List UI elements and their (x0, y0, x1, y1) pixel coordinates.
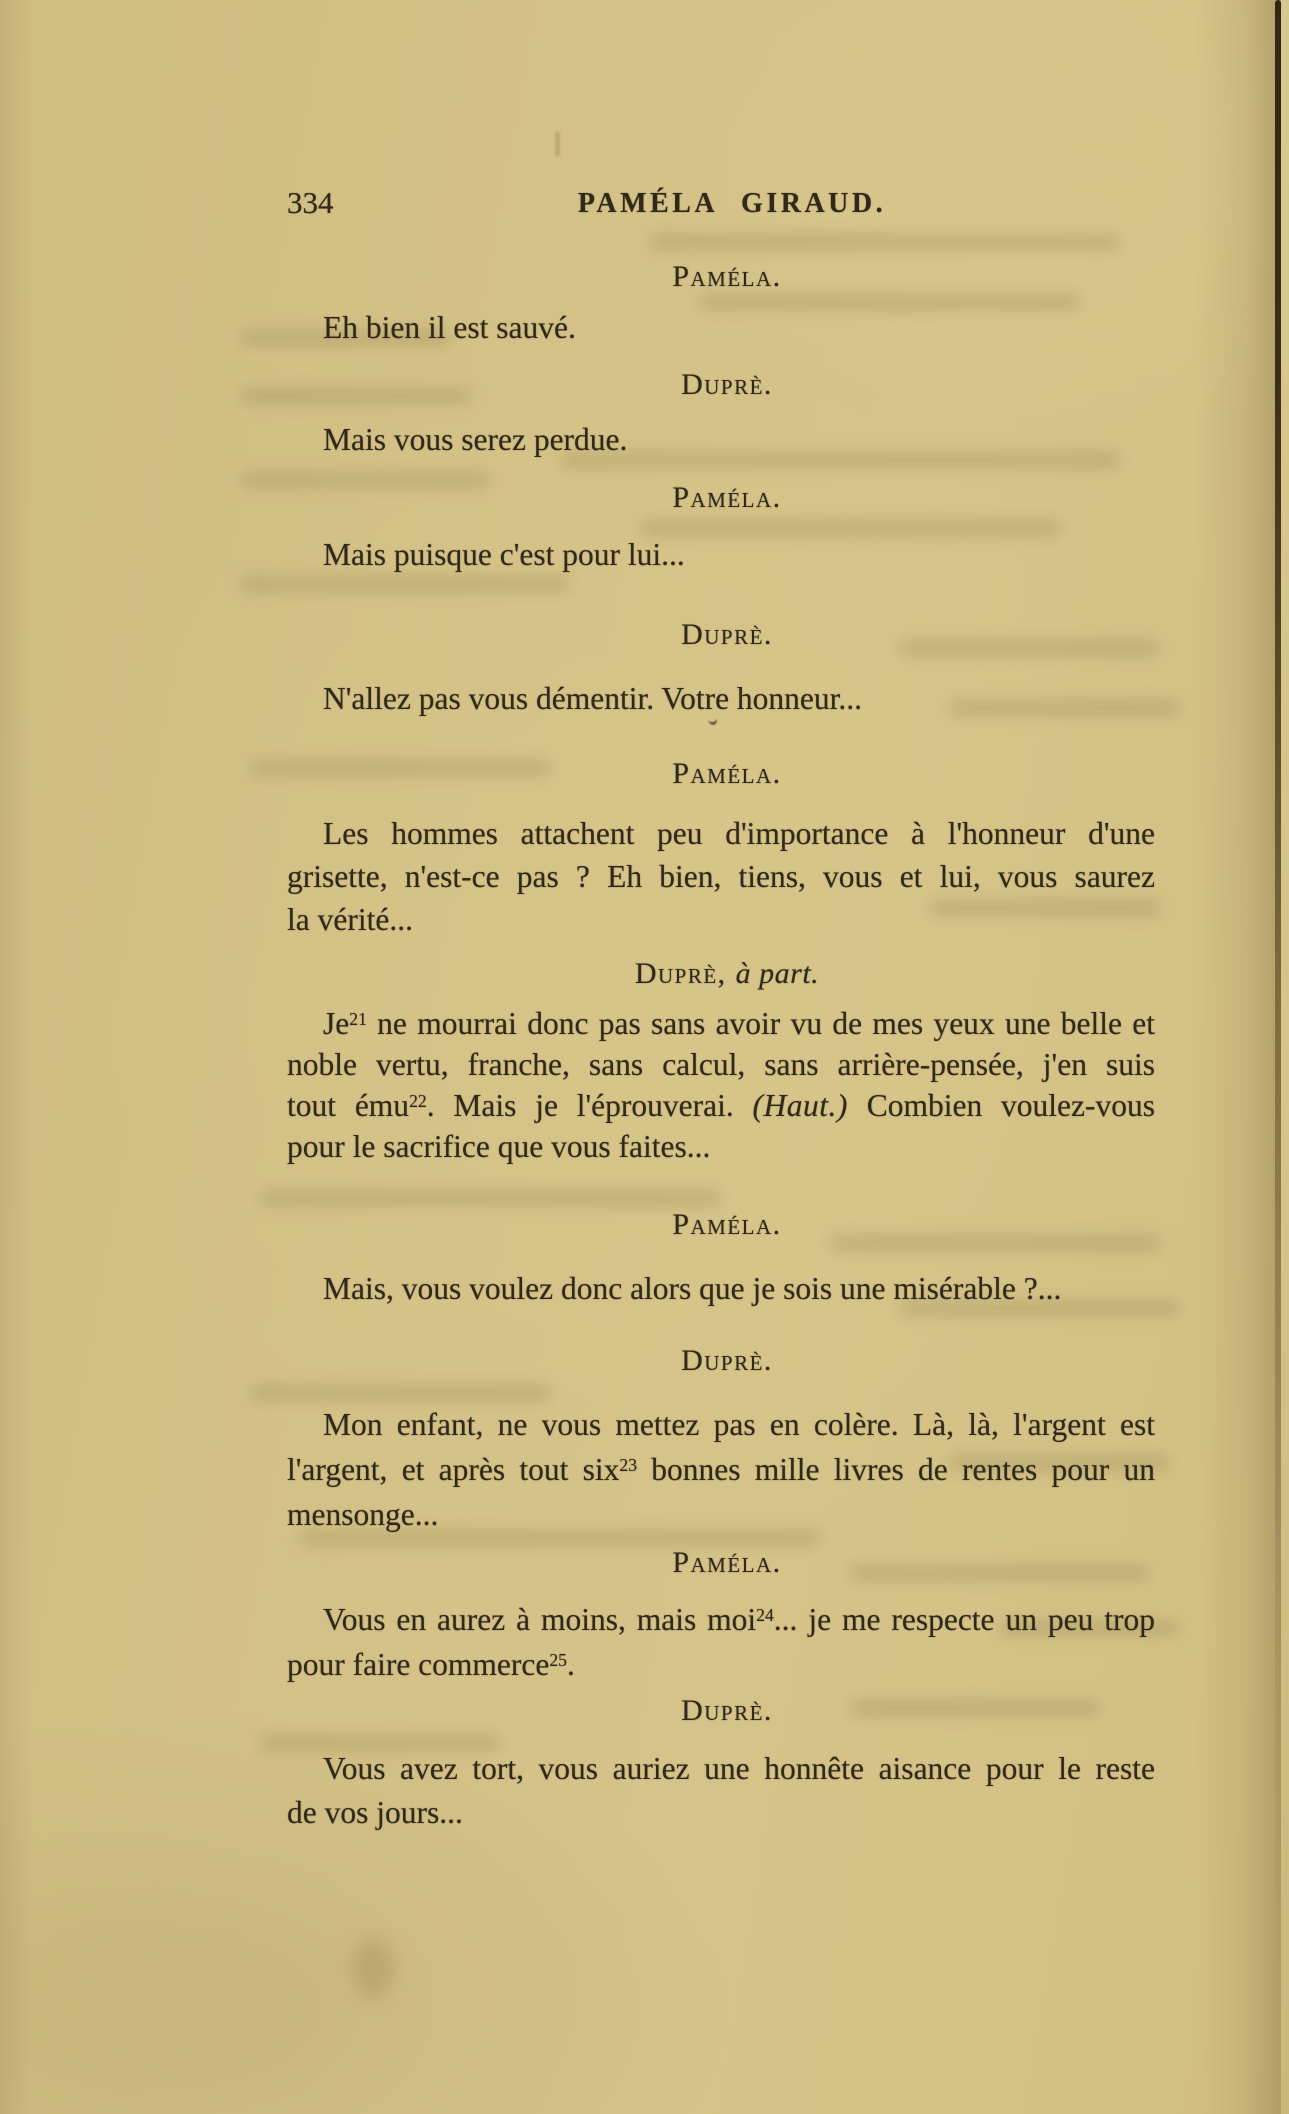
speaker-heading: Duprè. (681, 618, 773, 651)
dialogue-line: Mon enfant, ne vous mettez pas en colère. Là, là, l'argent est (323, 1407, 1155, 1442)
speaker-heading: Duprè. (681, 1694, 773, 1727)
dialogue-line: Mais, vous voulez donc alors que je sois une misérable ?... (323, 1271, 1062, 1306)
running-title: PAMÉLA GIRAUD. (577, 188, 887, 219)
page-edge-strip (1281, 0, 1289, 2114)
speaker-heading (293, 956, 1161, 992)
dialogue-line: noble vertu, franche, sans calcul, sans arrière-pensée, j'en suis (287, 1047, 1155, 1082)
speaker-heading: Paméla. (672, 757, 782, 790)
speaker-heading: Duprè. (681, 1344, 773, 1377)
page-edge-line (1275, 0, 1281, 2114)
speaker-heading: Paméla. (672, 1208, 782, 1241)
page-curvature-shadow (1194, 0, 1289, 2114)
showthrough-smudge (240, 576, 570, 592)
dialogue-line: Je$^{21}$ ne mourrai donc pas sans avoir vu de mes yeux une belle et (323, 1006, 1155, 1041)
speaker-name: Duprè, (634, 957, 727, 990)
dialogue-line: l'argent, et après tout six$^{23}$ bonnes mille livres de rentes pour un (287, 1452, 1155, 1487)
dialogue-line: de vos jours... (287, 1795, 463, 1830)
dialogue-line: mensonge... (287, 1497, 439, 1532)
ink-artifact (556, 132, 559, 156)
speaker-heading: Paméla. (672, 260, 782, 293)
page-number: 334 (287, 185, 334, 220)
dialogue-line: Vous en aurez à moins, mais moi$^{24}$... je me respecte un peu trop (323, 1602, 1155, 1637)
dialogue-line: tout ému$^{22}$. Mais je l'éprouverai. (Haut.) Combien voulez-vous (287, 1088, 1155, 1123)
dialogue-line: grisette, n'est-ce pas ? Eh bien, tiens, vous et lui, vous saurez (287, 859, 1155, 894)
speaker-heading: Paméla. (672, 481, 782, 514)
stage-direction: à part. (735, 957, 820, 990)
showthrough-smudge (650, 234, 1120, 250)
dialogue-line: Mais puisque c'est pour lui... (323, 537, 685, 572)
page-left-shading (0, 0, 40, 2114)
dialogue-line: pour le sacrifice que vous faites... (287, 1129, 711, 1164)
showthrough-smudge (260, 1190, 720, 1206)
dialogue-line: Eh bien il est sauvé. (323, 310, 576, 345)
dialogue-line: Mais vous serez perdue. (323, 422, 628, 457)
dialogue-line: Vous avez tort, vous auriez une honnête aisance pour le reste (323, 1751, 1155, 1786)
dialogue-line: pour faire commerce$^{25}$. (287, 1647, 575, 1682)
dialogue-line: N'allez pas vous démentir. Votre honneur... (323, 681, 863, 716)
speaker-heading: Duprè. (681, 368, 773, 401)
paper-smudge (352, 1938, 394, 1998)
dialogue-line: Les hommes attachent peu d'importance à l'honneur d'une (323, 816, 1155, 851)
dialogue-line: la vérité... (287, 902, 413, 937)
speaker-heading: Paméla. (672, 1546, 782, 1579)
showthrough-smudge (250, 1385, 550, 1401)
